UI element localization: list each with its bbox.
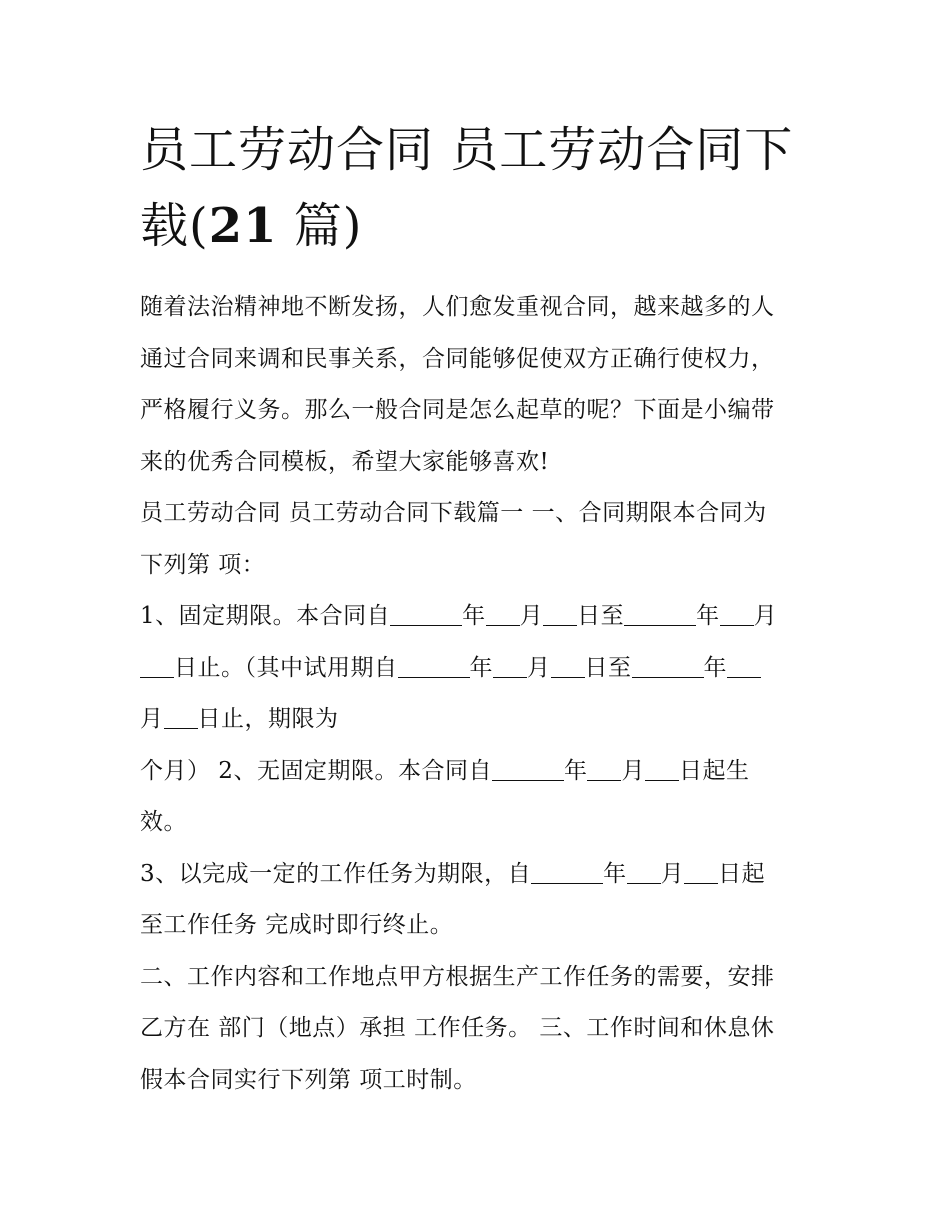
item3-line1: [140, 849, 820, 901]
month-label: 月: [753, 603, 778, 629]
document-body: [140, 282, 820, 1106]
year-label: 年: [469, 654, 493, 681]
item1-line2: [140, 643, 820, 695]
year-label: 年: [462, 603, 486, 629]
trial-end-label: 日止，期限为: [197, 706, 339, 732]
blank-day: [164, 705, 198, 729]
intro-line: 来的优秀合同模板，希望大家能够喜欢!: [140, 448, 550, 475]
day-start-label: 日起: [718, 860, 766, 887]
month-label: 月: [660, 860, 685, 887]
blank-month: [587, 757, 621, 781]
day-to-label: 日至: [584, 654, 632, 681]
item1-line3: [140, 694, 820, 746]
item3-line2: 至工作任务 完成时即行终止。: [140, 912, 454, 938]
month-label: 月: [527, 654, 551, 681]
blank-day: [551, 654, 585, 678]
blank-month: [720, 602, 754, 626]
title-text: 员工劳动合同 员工劳动合同下载(: [140, 122, 794, 254]
section1-heading: 员工劳动合同 员工劳动合同下载篇一 一、合同期限本合同为: [140, 500, 767, 526]
year-label: 年: [563, 757, 588, 784]
item2-line1: [140, 746, 820, 798]
day-end-label: 日止。（其中试用期自: [174, 654, 398, 681]
blank-day: [140, 654, 174, 678]
item3-prefix: 3、以完成一定的工作任务为期限，自: [140, 860, 532, 887]
title-suffix: 篇): [277, 198, 363, 254]
section1-heading-cont: 下列第 项：: [140, 551, 266, 578]
intro-line: 通过合同来调和民事关系，合同能够促使双方正确行使权力，: [140, 345, 775, 372]
month-label: 月: [519, 603, 544, 629]
intro-line: 严格履行义务。那么一般合同是怎么起草的呢？下面是小编带: [140, 397, 775, 423]
blank-year: [531, 860, 603, 884]
year-label: 年: [603, 860, 627, 887]
item2-line2: 效。: [140, 809, 187, 835]
section2-line: 假本合同实行下列第 项工时制。: [140, 1066, 477, 1093]
blank-year: [624, 602, 696, 626]
blank-year: [632, 654, 704, 678]
year-label: 年: [703, 654, 727, 681]
document-title: [140, 112, 820, 264]
item1-prefix: 1、固定期限。本合同自: [140, 603, 391, 629]
section2-line: 乙方在 部门（地点）承担 工作任务。 三、工作时间和休息休: [140, 1015, 775, 1041]
blank-month: [727, 654, 761, 678]
blank-month: [627, 860, 661, 884]
day-start-label: 日起生: [678, 757, 750, 784]
blank-day: [645, 757, 679, 781]
blank-month: [493, 654, 527, 678]
month-label: 月: [140, 706, 164, 732]
intro-line: 随着法治精神地不断发扬，人们愈发重视合同，越来越多的人: [140, 294, 775, 320]
day-to-label: 日至: [577, 603, 625, 629]
month-label: 月: [621, 757, 645, 784]
blank-year: [390, 602, 462, 626]
blank-day: [684, 860, 718, 884]
section2-line: 二、工作内容和工作地点甲方根据生产工作任务的需要，安排: [140, 963, 775, 990]
item2-text: 个月） 2、无固定期限。本合同自: [140, 757, 492, 784]
item1-line1: [140, 591, 820, 643]
blank-year: [492, 757, 564, 781]
year-label: 年: [696, 603, 720, 629]
blank-month: [486, 602, 520, 626]
blank-day: [543, 602, 577, 626]
title-count: 21: [208, 198, 278, 254]
blank-year: [398, 654, 470, 678]
document-page: [140, 112, 820, 1106]
